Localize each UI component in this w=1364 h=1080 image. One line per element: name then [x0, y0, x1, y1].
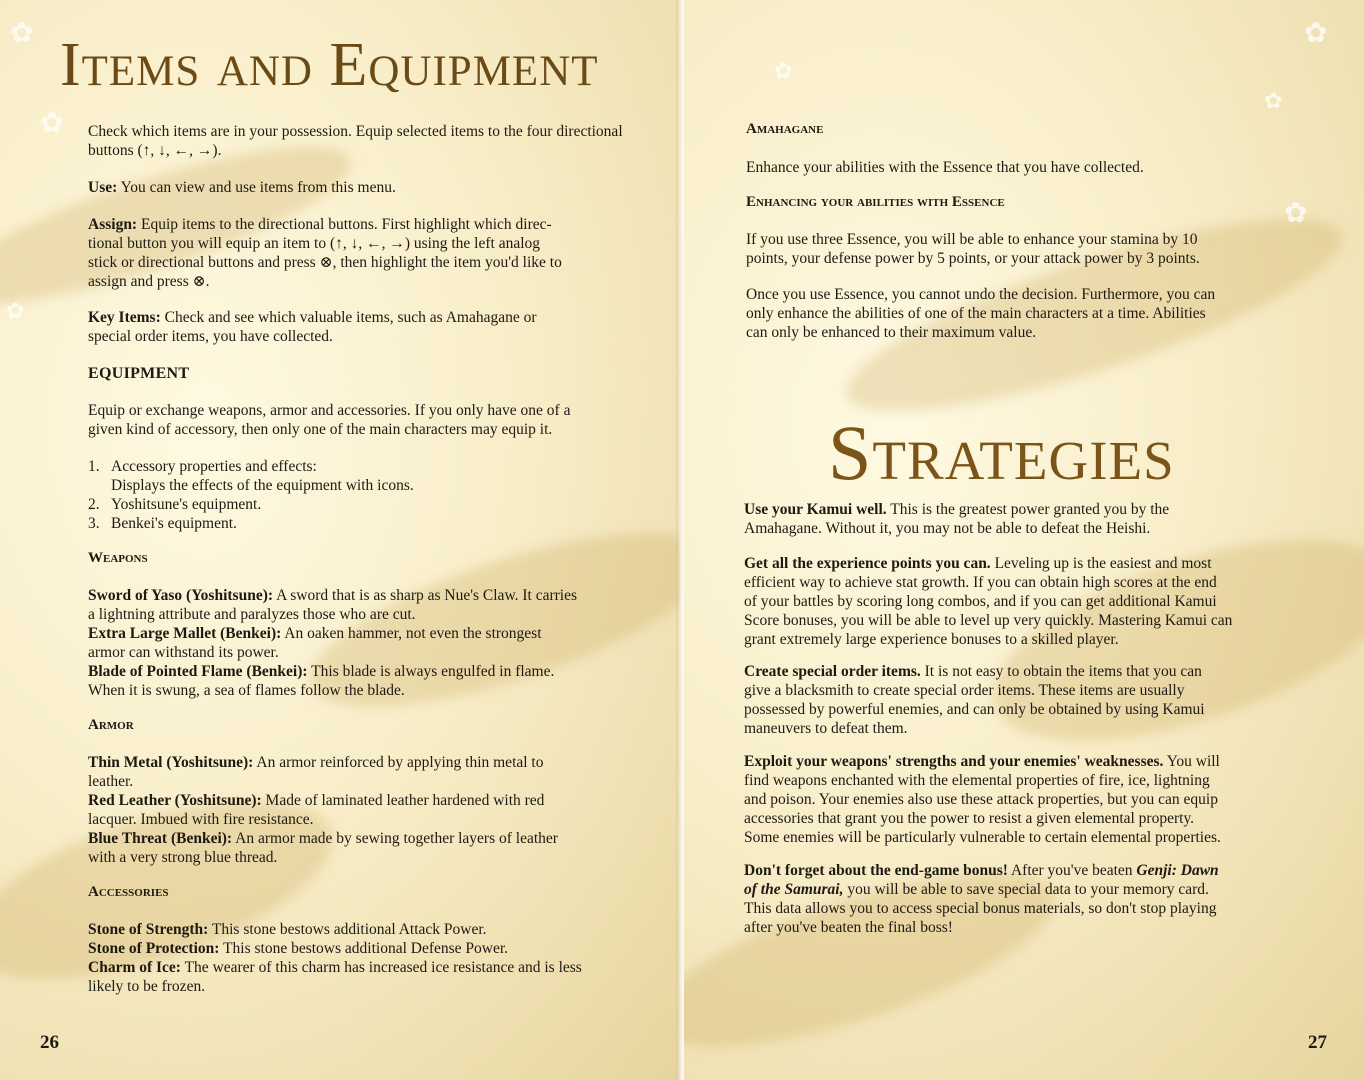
list-item: [88, 514, 658, 533]
assign-label: Assign:: [88, 216, 138, 233]
key-items-text: Check and see which valuable items, such as Amahagane or: [164, 309, 537, 326]
accessory-desc: This stone bestows additional Attack Power.: [211, 921, 487, 938]
strategy-item: [744, 752, 1324, 847]
weapon-desc: A sword that is as sharp as Nue's Claw. It carries: [276, 587, 578, 604]
strategy-text: possessed by powerful enemies, and can only be obtained by using Kamui: [744, 701, 1205, 718]
assign-text: assign and press ⊗.: [88, 273, 210, 290]
enhancing-paragraph-2: [746, 285, 1316, 342]
intro-text: [88, 122, 658, 160]
game-title: of the Samurai,: [744, 881, 844, 898]
strategy-item: [744, 500, 1324, 538]
accessory-name: Stone of Protection:: [88, 940, 220, 957]
strategy-lead: Create special order items.: [744, 663, 921, 680]
armor-list: [88, 753, 658, 867]
weapon-desc: a lightning attribute and paralyzes those who are cut.: [88, 606, 416, 623]
equipment-line: Equip or exchange weapons, armor and accessories. If you only have one of a: [88, 402, 571, 419]
accessories-heading: Accessories: [88, 884, 169, 900]
end-game-bonus: [744, 861, 1324, 937]
amahagane-text: Enhance your abilities with the Essence that you have collected.: [746, 159, 1144, 176]
list-number: 2.: [88, 496, 100, 513]
blossom-icon: ✿: [1304, 18, 1328, 49]
enhancing-line: only enhance the abilities of one of the main characters at a time. Abilities: [746, 305, 1206, 322]
armor-desc: leather.: [88, 773, 134, 790]
accessories-list: [88, 920, 658, 996]
weapon-desc: An oaken hammer, not even the strongest: [284, 625, 542, 642]
amahagane-heading: Amahagane: [746, 121, 824, 137]
weapon-name: Blade of Pointed Flame (Benkei):: [88, 663, 308, 680]
armor-name: Thin Metal (Yoshitsune):: [88, 754, 254, 771]
strategy-text: give a blacksmith to create special order items. These items are usually: [744, 682, 1185, 699]
weapon-desc: When it is swung, a sea of flames follow the blade.: [88, 682, 405, 699]
strategy-text: accessories that grant you the power to resist a given elemental property.: [744, 810, 1195, 827]
use-entry: [88, 178, 658, 197]
accessory-desc: This stone bestows additional Defense Power.: [223, 940, 509, 957]
weapon-name: Extra Large Mallet (Benkei):: [88, 625, 282, 642]
armor-desc: An armor made by sewing together layers of leather: [235, 830, 558, 847]
blossom-icon: ✿: [40, 108, 64, 139]
weapon-name: Sword of Yaso (Yoshitsune):: [88, 587, 274, 604]
key-items-entry: [88, 308, 658, 346]
game-title: Genji: Dawn: [1136, 862, 1219, 879]
armor-heading: Armor: [88, 717, 134, 733]
strategy-text: maneuvers to defeat them.: [744, 720, 908, 737]
blossom-icon: ✿: [10, 18, 34, 49]
strategy-text: find weapons enchanted with the elemental properties of fire, ice, lightning: [744, 772, 1210, 789]
weapons-heading: Weapons: [88, 550, 148, 566]
strategies-title: Strategies: [828, 409, 1175, 496]
equipment-heading: EQUIPMENT: [88, 365, 190, 382]
equipment-text: [88, 401, 658, 439]
weapons-list: [88, 586, 658, 700]
list-number: 3.: [88, 515, 100, 532]
strategy-item: [744, 554, 1324, 649]
strategy-text: Score bonuses, you will be able to level up very quickly. Mastering Kamui can: [744, 612, 1233, 629]
armor-desc: An armor reinforced by applying thin metal to: [256, 754, 544, 771]
blossom-icon: ✿: [1264, 88, 1283, 113]
use-text: You can view and use items from this menu.: [120, 179, 396, 196]
armor-name: Red Leather (Yoshitsune):: [88, 792, 262, 809]
assign-text: stick or directional buttons and press ⊗, then highlight the item you'd like to: [88, 254, 562, 271]
armor-desc: with a very strong blue thread.: [88, 849, 278, 866]
blossom-icon: ✿: [1284, 198, 1308, 229]
enhancing-line: can only be enhanced to their maximum value.: [746, 324, 1037, 341]
strategy-text: Some enemies will be particularly vulnerable to certain elemental properties.: [744, 829, 1221, 846]
use-label: Use:: [88, 179, 118, 196]
list-item: [88, 495, 658, 514]
armor-desc: Made of laminated leather hardened with red: [265, 792, 545, 809]
page-title: Items and Equipment: [60, 31, 599, 99]
enhancing-line: Once you use Essence, you cannot undo the decision. Furthermore, you can: [746, 286, 1216, 303]
list-number: 1.: [88, 458, 100, 475]
strategy-item: [744, 662, 1324, 738]
strategy-text: of your battles by scoring long combos, and if you can get additional Kamui: [744, 593, 1217, 610]
accessory-name: Stone of Strength:: [88, 921, 209, 938]
bonus-text: After you've beaten: [1010, 862, 1133, 879]
page-number: 26: [40, 1032, 59, 1053]
assign-entry: [88, 215, 658, 291]
bonus-text: you will be able to save special data to your memory card.: [847, 881, 1209, 898]
strategy-text: Amahagane. Without it, you may not be able to defeat the Heishi.: [744, 520, 1151, 537]
strategy-lead: Get all the experience points you can.: [744, 555, 991, 572]
accessory-name: Charm of Ice:: [88, 959, 181, 976]
list-text: Benkei's equipment.: [111, 515, 237, 532]
enhancing-line: If you use three Essence, you will be able to enhance your stamina by 10: [746, 231, 1198, 248]
blossom-icon: ✿: [774, 58, 793, 83]
page-number: 27: [1308, 1032, 1327, 1053]
strategy-lead: Use your Kamui well.: [744, 501, 887, 518]
blossom-icon: ✿: [6, 298, 25, 323]
enhancing-line: points, your defense power by 5 points, or your attack power by 3 points.: [746, 250, 1200, 267]
strategy-text: Leveling up is the easiest and most: [994, 555, 1212, 572]
strategy-text: This is the greatest power granted you by the: [890, 501, 1170, 518]
strategy-text: grant extremely large experience bonuses to a skilled player.: [744, 631, 1119, 648]
bonus-text: This data allows you to access special bonus materials, so don't stop playing: [744, 900, 1217, 917]
accessory-desc: likely to be frozen.: [88, 978, 206, 995]
weapon-desc: This blade is always engulfed in flame.: [311, 663, 555, 680]
weapon-desc: armor can withstand its power.: [88, 644, 279, 661]
enhancing-heading: Enhancing your abilities with Essence: [746, 194, 1005, 210]
strategy-lead: Exploit your weapons' strengths and your enemies' weaknesses.: [744, 753, 1164, 770]
enhancing-paragraph-1: [746, 230, 1316, 268]
strategy-text: and poison. Your enemies also use these attack properties, but you can equip: [744, 791, 1218, 808]
equipment-list: [88, 457, 658, 533]
armor-desc: lacquer. Imbued with fire resistance.: [88, 811, 314, 828]
equipment-line: given kind of accessory, then only one of the main characters may equip it.: [88, 421, 553, 438]
key-items-label: Key Items:: [88, 309, 161, 326]
list-text: Yoshitsune's equipment.: [111, 496, 262, 513]
assign-text: Equip items to the directional buttons. First highlight which direc-: [140, 216, 552, 233]
strategy-text: You will: [1166, 753, 1220, 770]
bonus-lead: Don't forget about the end-game bonus!: [744, 862, 1008, 879]
accessory-desc: The wearer of this charm has increased ice resistance and is less: [184, 959, 582, 976]
list-text: Accessory properties and effects:: [111, 458, 317, 475]
strategy-text: It is not easy to obtain the items that you can: [924, 663, 1202, 680]
list-subtext: Displays the effects of the equipment with icons.: [111, 477, 414, 494]
bonus-text: after you've beaten the final boss!: [744, 919, 953, 936]
left-page: [0, 0, 680, 1080]
strategy-text: efficient way to achieve stat growth. If you can obtain high scores at the end: [744, 574, 1217, 591]
assign-text: tional button you will equip an item to (↑, ↓, ←, →) using the left analog: [88, 235, 541, 252]
list-item: [88, 457, 658, 495]
intro-paragraph: Check which items are in your possession. Equip selected items to the four directional buttons (↑, ↓, ←, →).: [88, 123, 623, 159]
armor-name: Blue Threat (Benkei):: [88, 830, 233, 847]
key-items-text: special order items, you have collected.: [88, 328, 333, 345]
